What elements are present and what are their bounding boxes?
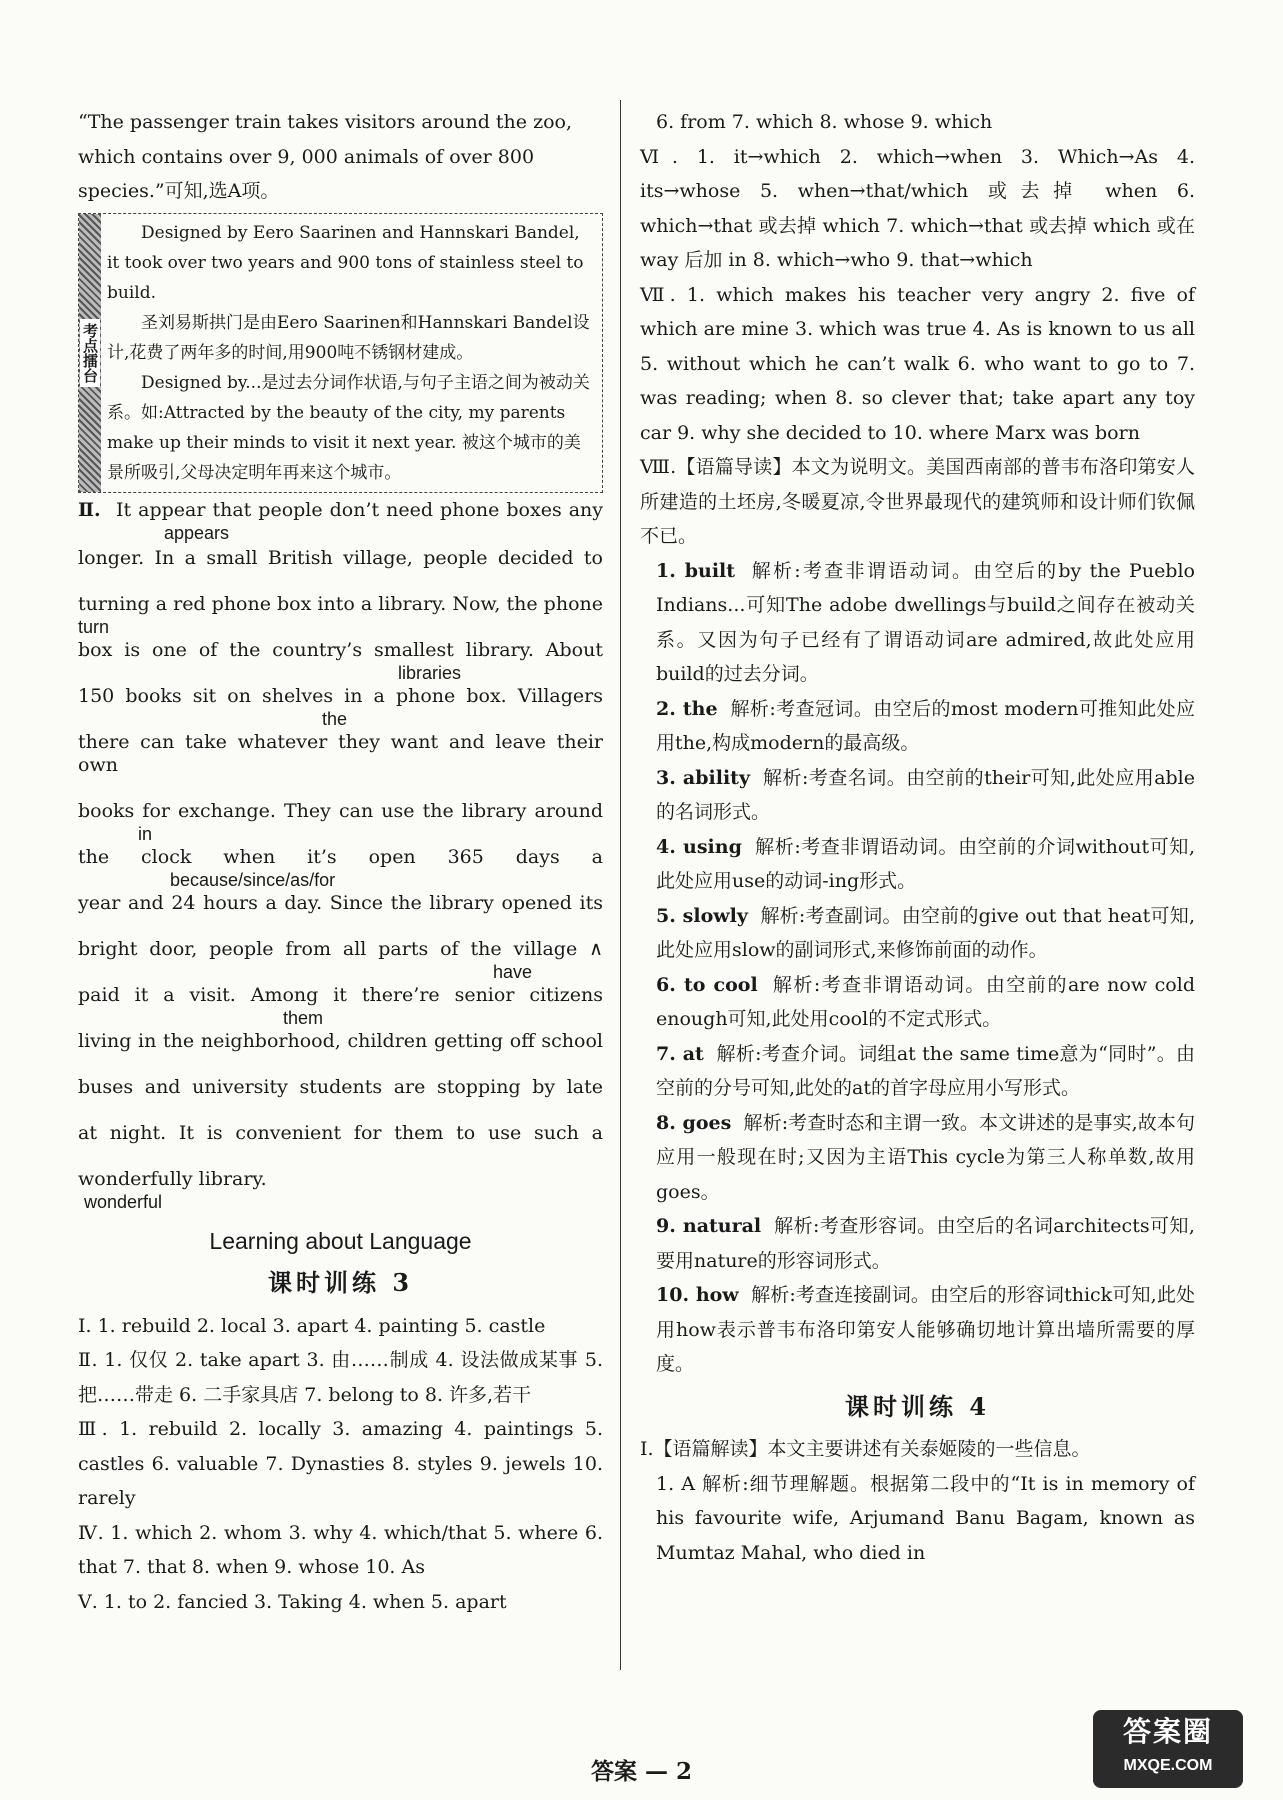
- answer-explanation: 解析:考查非谓语动词。由空前的are now cold enough可知,此处用cool的不定式形式。: [656, 973, 1195, 1030]
- answer-explanation: 解析:考查时态和主谓一致。本文讲述的是事实,故本句应用一般现在时;又因为主语This cycle为第三人称单数,故用goes。: [656, 1111, 1195, 1203]
- reading-guide: Ⅷ.【语篇导读】本文为说明文。美国西南部的普韦布洛印第安人所建造的土坯房,冬暖夏凉,令世界最现代的建筑师和设计师们钦佩不已。: [640, 456, 1195, 547]
- answer-explanation: 解析:考查介词。词组at the same time意为“同时”。由空前的分号可知,此处的at的首字母应用小写形式。: [656, 1042, 1195, 1099]
- correction-fix: them: [283, 1007, 324, 1028]
- tip-english: Designed by Eero Saarinen and Hannskari Bandel, it took over two years and 900 tons of stainless steel to build.: [107, 222, 584, 303]
- correction-line: the clock when it’s open 365 days a: [78, 845, 603, 868]
- answer-label: 7. at: [656, 1042, 704, 1065]
- answer-explanation: 解析:考查非谓语动词。由空前的介词without可知,此处应用use的动词-ing形式。: [656, 835, 1195, 892]
- correction-line: longer. In a small British village, people decided to: [78, 546, 603, 569]
- right-column: [640, 105, 1195, 1570]
- tip-chinese: 圣刘易斯拱门是由Eero Saarinen和Hannskari Bandel设计,花费了两年多的时间,用900吨不锈钢材建成。: [107, 312, 590, 363]
- column-divider: [620, 100, 621, 1670]
- answer-item: [640, 1106, 1195, 1210]
- answer-label: 6. to cool: [656, 973, 758, 996]
- correction-fix: because/since/as/for: [170, 869, 336, 890]
- answer-explanation: 解析:考查非谓语动词。由空后的by the Pueblo Indians...可知The adobe dwellings与build之间存在被动关系。又因为句子已经有了谓语动词are admired,故此处应用build的过去分词。: [656, 559, 1195, 685]
- correction-fix: [78, 570, 603, 593]
- answer-group: Ⅳ. 1. which 2. whom 3. why 4. which/that 5. where 6. that 7. that 8. when 9. whose 10. As: [78, 1521, 603, 1578]
- answer-group: Ⅴ. 1. to 2. fancied 3. Taking 4. when 5. apart: [78, 1590, 507, 1613]
- section-heading: 课时训练 3: [267, 1268, 414, 1297]
- answer-item: 1. A 解析:细节理解题。根据第二段中的“It is in memory of his favourite wife, Arjumand Banu Bagam, known as Mumtaz Mahal, who died in: [656, 1472, 1195, 1564]
- answer-explanation: 解析:考查冠词。由空后的most modern可推知此处应用the,构成modern的最高级。: [656, 697, 1195, 754]
- correction-line: living in the neighborhood, children getting off school: [78, 1029, 603, 1052]
- answer-group: Ⅰ. 1. rebuild 2. local 3. apart 4. painting 5. castle: [78, 1314, 546, 1337]
- correction-passage: [78, 499, 603, 1214]
- correction-line: there can take whatever they want and leave their own: [78, 730, 603, 776]
- correction-line: paid it a visit. Among it there’re senior citizens: [78, 983, 603, 1006]
- answer-group: Ⅲ. 1. rebuild 2. locally 3. amazing 4. paintings 5. castles 6. valuable 7. Dynasties 8. styles 9. jewels 10. rarely: [78, 1418, 603, 1509]
- answer-item: [640, 968, 1195, 1037]
- intro-line: “The passenger train takes visitors around the zoo,: [78, 111, 573, 133]
- answer-item: [640, 899, 1195, 968]
- answer-item: [640, 830, 1195, 899]
- page-footer: 答案 — 2: [590, 1758, 693, 1785]
- correction-line: at night. It is convenient for them to use such a: [78, 1121, 603, 1144]
- tip-box: [78, 213, 603, 493]
- answer-label: 2. the: [656, 697, 718, 720]
- correction-line: 150 books sit on shelves in a phone box. Villagers: [78, 684, 603, 707]
- answer-explanation: 解析:考查名词。由空前的their可知,此处应用able的名词形式。: [656, 766, 1196, 823]
- answer-label: 10. how: [656, 1284, 739, 1306]
- logo-text: 答案圈: [1122, 1715, 1213, 1747]
- answer-item: [640, 1209, 1195, 1278]
- answer-group: Ⅵ. 1. it→which 2. which→when 3. Which→As 4. its→whose 5. when→that/which 或去掉 when 6. which→that 或去掉 which 7. which→that 或去掉 which 或在 way 后加 in 8. which→who 9. that→which: [640, 145, 1195, 271]
- correction-number: Ⅱ.: [78, 498, 101, 521]
- correction-fix: wonderful: [84, 1191, 163, 1212]
- tip-band: [79, 214, 101, 492]
- answer-label: 8. goes: [656, 1111, 732, 1134]
- correction-fix: [78, 915, 603, 938]
- left-column: [78, 105, 603, 1619]
- correction-fix: turn: [78, 616, 110, 637]
- section-heading: 课时训练 4: [844, 1391, 991, 1421]
- correction-fix: [78, 1099, 603, 1122]
- correction-fix: the: [322, 708, 348, 729]
- answer-item: [640, 761, 1195, 830]
- correction-line: It appear that people don’t need phone boxes any: [116, 498, 603, 521]
- correction-fix: in: [138, 823, 153, 844]
- correction-line: books for exchange. They can use the library around: [78, 799, 603, 822]
- logo-domain: MXQE.COM: [1123, 1757, 1213, 1774]
- answer-label: 9. natural: [656, 1215, 762, 1237]
- answer-group: Ⅱ. 1. 仅仅 2. take apart 3. 由……制成 4. 设法做成某事 5. 把……带走 6. 二手家具店 7. belong to 8. 许多,若干: [78, 1349, 603, 1406]
- correction-fix: [78, 777, 603, 800]
- correction-fix: have: [493, 961, 533, 982]
- answer-explanation: 解析:考查形容词。由空后的名词architects可知,要用nature的形容词形式。: [656, 1215, 1195, 1272]
- answer-explanation: 解析:考查连接副词。由空后的形容词thick可知,此处用how表示普韦布洛印第安人能够确切地计算出墙所需要的厚度。: [656, 1284, 1195, 1375]
- correction-fix: libraries: [398, 662, 462, 683]
- tip-band-label: 考点擂台: [80, 319, 100, 387]
- answer-label: 3. ability: [656, 766, 750, 789]
- answer-explanation: 解析:考查副词。由空前的give out that heat可知,此处应用slow的副词形式,来修饰前面的动作。: [656, 904, 1195, 961]
- answer-group: Ⅶ. 1. which makes his teacher very angry 2. five of which are mine 3. which was true 4. As is known to us all 5. without which he can’t walk 6. who want to go to 7. was reading; when 8. so clever that; take apart any toy car 9. why she decided to 10. where Marx was born: [640, 283, 1195, 444]
- answer-group: 6. from 7. which 8. whose 9. which: [656, 111, 993, 133]
- correction-line: buses and university students are stopping by late: [78, 1075, 603, 1098]
- correction-line: box is one of the country’s smallest library. About: [78, 638, 603, 661]
- tip-explanation: Designed by...是过去分词作状语,与句子主语之间为被动关系。如:Attracted by the beauty of the city, my parents make up their minds to visit it next year. 被这个城市的美景所吸引,父母决定明年再来这个城市。: [107, 372, 590, 483]
- answer-label: 1. built: [656, 559, 736, 582]
- reading-guide: Ⅰ.【语篇解读】本文主要讲述有关泰姬陵的一些信息。: [640, 1438, 1091, 1460]
- correction-line: turning a red phone box into a library. Now, the phone: [78, 592, 603, 615]
- answer-item: [640, 1037, 1195, 1106]
- answer-item: [640, 692, 1195, 761]
- section-heading-english: Learning about Language: [209, 1227, 472, 1254]
- correction-fix: appears: [164, 522, 230, 543]
- answer-item: [640, 554, 1195, 692]
- correction-fix: [78, 1145, 603, 1168]
- correction-line: wonderfully library.: [78, 1167, 267, 1190]
- watermark-logo: [1093, 1710, 1243, 1788]
- correction-line: year and 24 hours a day. Since the library opened its: [78, 891, 603, 914]
- correction-line: bright door, people from all parts of the village ∧: [78, 937, 603, 960]
- intro-line: species.”可知,选A项。: [78, 180, 280, 202]
- intro-line: which contains over 9, 000 animals of over 800: [78, 145, 535, 168]
- correction-fix: [78, 1053, 603, 1076]
- answer-label: 4. using: [656, 835, 742, 858]
- answer-label: 5. slowly: [656, 904, 748, 927]
- answer-item: [640, 1278, 1195, 1382]
